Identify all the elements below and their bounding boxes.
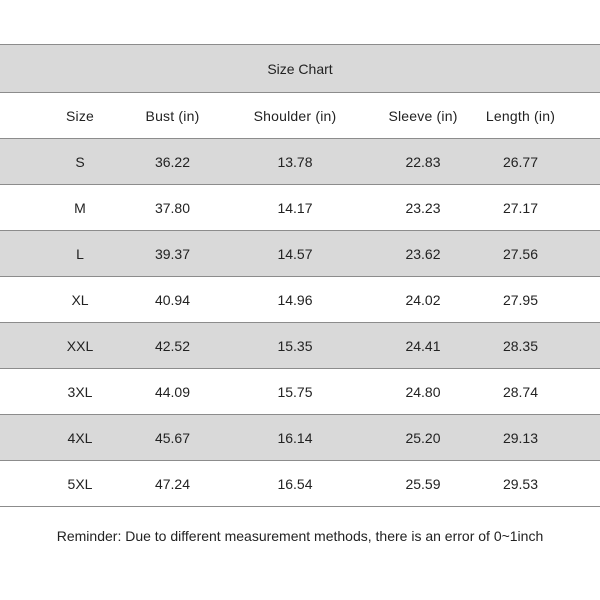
cell-shoulder: 16.54 (277, 475, 313, 492)
cell-length: 29.53 (502, 475, 539, 492)
cell-shoulder: 13.78 (277, 153, 313, 170)
cell-bust: 42.52 (154, 337, 191, 354)
table-row (0, 369, 600, 415)
size-chart-title: Size Chart (267, 60, 333, 77)
header-sleeve: Sleeve (in) (388, 107, 458, 124)
cell-shoulder: 15.35 (277, 337, 313, 354)
table-row (0, 277, 600, 323)
reminder-note: Reminder: Due to different measurement methods, there is an error of 0~1inch (56, 528, 544, 544)
header-row (0, 93, 600, 139)
cell-size: 4XL (67, 429, 93, 446)
cell-size: 3XL (67, 383, 93, 400)
cell-sleeve: 23.62 (405, 245, 441, 262)
cell-size: XL (71, 291, 89, 308)
header-shoulder: Shoulder (in) (253, 107, 337, 124)
cell-sleeve: 24.41 (405, 337, 441, 354)
cell-length: 27.56 (502, 245, 539, 262)
cell-sleeve: 24.02 (405, 291, 441, 308)
table-row (0, 461, 600, 507)
header-bust: Bust (in) (145, 107, 200, 124)
header-size: Size (65, 107, 95, 124)
cell-bust: 40.94 (154, 291, 191, 308)
cell-shoulder: 15.75 (277, 383, 313, 400)
cell-length: 29.13 (502, 429, 539, 446)
cell-shoulder: 14.57 (277, 245, 313, 262)
cell-bust: 47.24 (154, 475, 191, 492)
cell-bust: 39.37 (154, 245, 191, 262)
cell-shoulder: 14.96 (277, 291, 313, 308)
header-length: Length (in) (485, 107, 556, 124)
size-chart-table (0, 44, 600, 507)
cell-sleeve: 24.80 (405, 383, 441, 400)
cell-size: M (74, 199, 86, 216)
table-row (0, 415, 600, 461)
cell-sleeve: 25.59 (405, 475, 441, 492)
table-row (0, 185, 600, 231)
cell-sleeve: 23.23 (405, 199, 441, 216)
cell-sleeve: 25.20 (405, 429, 441, 446)
cell-shoulder: 16.14 (277, 429, 313, 446)
cell-size: XXL (66, 337, 94, 354)
cell-length: 27.17 (502, 199, 539, 216)
cell-bust: 37.80 (154, 199, 191, 216)
table-row (0, 323, 600, 369)
cell-length: 28.74 (502, 383, 539, 400)
cell-bust: 45.67 (154, 429, 191, 446)
cell-size: S (75, 153, 85, 170)
table-row (0, 231, 600, 277)
cell-length: 27.95 (502, 291, 539, 308)
cell-bust: 36.22 (154, 153, 191, 170)
cell-sleeve: 22.83 (405, 153, 441, 170)
cell-shoulder: 14.17 (277, 199, 313, 216)
size-chart-title-row (0, 44, 600, 93)
table-row (0, 139, 600, 185)
cell-size: 5XL (67, 475, 93, 492)
cell-length: 26.77 (502, 153, 539, 170)
cell-length: 28.35 (502, 337, 539, 354)
cell-bust: 44.09 (154, 383, 191, 400)
cell-size: L (76, 245, 84, 262)
